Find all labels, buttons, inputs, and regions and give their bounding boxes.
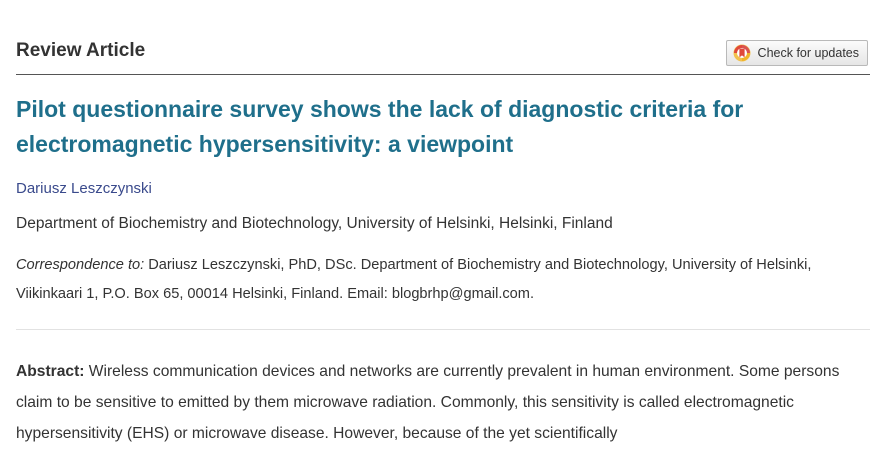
author-affiliation: Department of Biochemistry and Biotechnology, University of Helsinki, Helsinki, Finland [16,215,613,232]
correspondence-block [16,251,866,309]
abstract-label: Abstract: [16,363,85,380]
check-for-updates-button[interactable] [726,40,868,66]
section-divider [16,329,870,330]
correspondence-text: Dariusz Leszczynski, PhD, DSc. Department of Biochemistry and Biotechnology, University of Helsinki, Viikinkaari 1, P.O. Box 65, 00014 Helsinki, Finland. Email: blogbrhp@gmail.com. [16,257,812,302]
abstract-text: Wireless communication devices and networks are currently prevalent in human environment. Some persons claim to be sensitive to emitted by them microwave radiation. Commonly, this sensitivity is called electromagnetic hypersensitivity (EHS) or microwave disease. However, because of the yet scientifically [16,363,840,442]
article-title: Pilot questionnaire survey shows the lack of diagnostic criteria for electromagnetic hypersensitivity: a viewpoint [16,96,744,157]
correspondence-label: Correspondence to: [16,257,145,273]
article-type-label: Review Article [16,40,146,61]
abstract-block [16,356,866,449]
check-for-updates-bookmark-icon [733,44,751,62]
check-for-updates-label: Check for updates [757,46,859,60]
article-header [16,38,870,75]
author-link[interactable]: Dariusz Leszczynski [16,180,152,197]
